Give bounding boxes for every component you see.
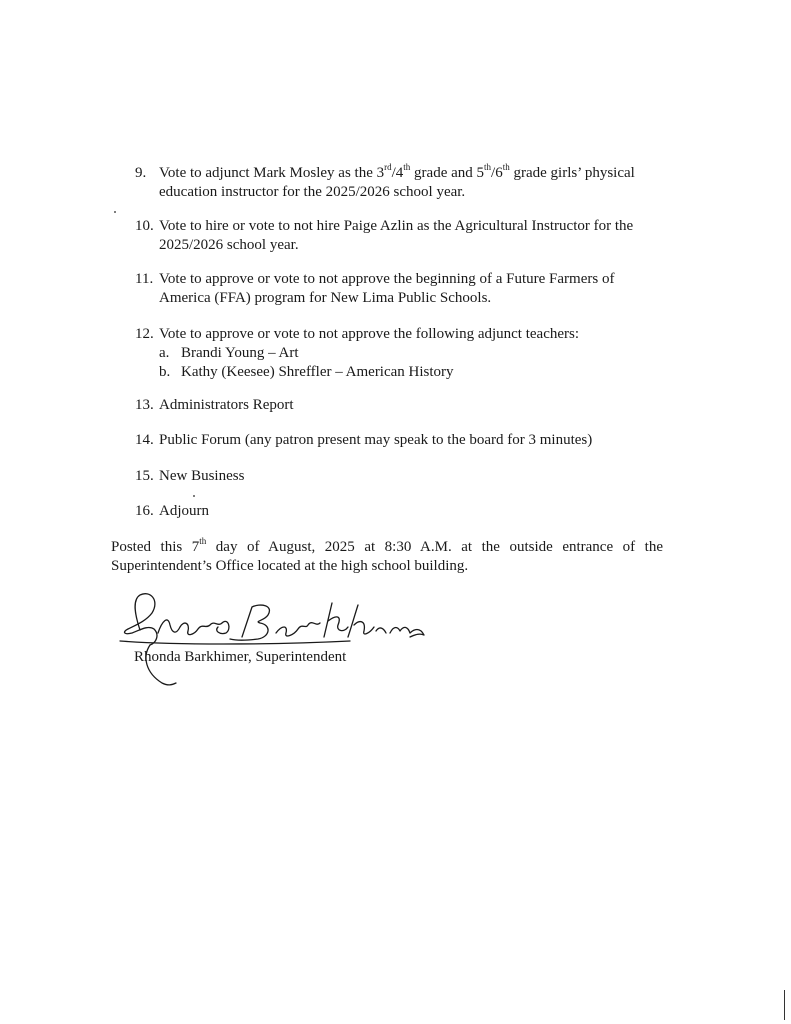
item-text: New Business bbox=[159, 468, 245, 484]
item-number: 12. bbox=[135, 326, 154, 342]
item-text: Administrators Report bbox=[159, 397, 294, 413]
agenda-item-10 bbox=[135, 217, 675, 255]
item-number: 15. bbox=[135, 468, 154, 484]
item-number: 13. bbox=[135, 397, 154, 413]
signature-name-line: Rhonda Barkhimer, Superintendent bbox=[134, 649, 347, 665]
agenda-item-11 bbox=[135, 270, 675, 308]
agenda-item-9 bbox=[135, 164, 675, 202]
item-text-line2: education instructor for the 2025/2026 school year. bbox=[159, 184, 466, 200]
agenda-item-15 bbox=[135, 467, 675, 486]
item-text: Vote to adjunct Mark Mosley as the 3rd/4th grade and 5th/6th grade girls’ physical bbox=[159, 162, 635, 181]
item-text: Vote to approve or vote to not approve the beginning of a Future Farmers of bbox=[159, 271, 615, 287]
item-number: 14. bbox=[135, 432, 154, 448]
scan-speck bbox=[114, 211, 116, 213]
sub-item-b: b. Kathy (Keesee) Shreffler – American History bbox=[159, 364, 454, 380]
item-text: Vote to approve or vote to not approve the following adjunct teachers: bbox=[159, 326, 580, 342]
handwritten-signature bbox=[110, 585, 430, 695]
item-text-line2: 2025/2026 school year. bbox=[159, 237, 299, 253]
agenda-item-14 bbox=[135, 431, 675, 450]
agenda-item-16 bbox=[135, 502, 675, 521]
agenda-item-13 bbox=[135, 396, 675, 415]
item-text: Vote to hire or vote to not hire Paige Azlin as the Agricultural Instructor for the bbox=[159, 218, 634, 234]
item-text-line2: America (FFA) program for New Lima Public Schools. bbox=[159, 290, 492, 306]
item-text: Public Forum (any patron present may speak to the board for 3 minutes) bbox=[159, 432, 593, 448]
posted-notice: Posted this 7th day of August, 2025 at 8:30 A.M. at the outside entrance of the Superintendent’s Office located at the high school building. bbox=[111, 536, 664, 574]
item-number: 10. bbox=[135, 218, 154, 234]
sub-item-a: a. Brandi Young – Art bbox=[159, 345, 299, 361]
item-text: Adjourn bbox=[159, 503, 209, 519]
item-number: 9. bbox=[135, 165, 147, 181]
agenda-item-12 bbox=[135, 325, 675, 382]
scan-edge-mark bbox=[784, 990, 785, 1020]
item-number: 16. bbox=[135, 503, 154, 519]
scan-speck bbox=[193, 495, 195, 497]
item-number: 11. bbox=[135, 271, 154, 287]
